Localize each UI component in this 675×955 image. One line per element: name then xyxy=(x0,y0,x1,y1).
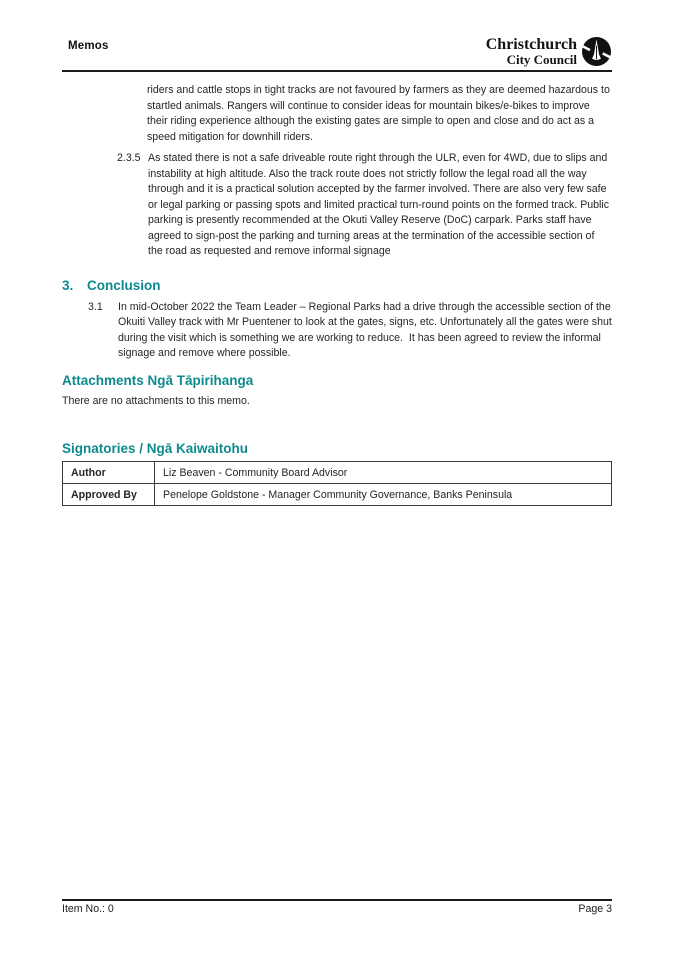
clause-2-3-5 xyxy=(117,151,612,260)
paragraph-continuation: riders and cattle stops in tight tracks are not favoured by farmers as they are deemed hazardous to startled animals. Rangers will continue to consider ideas for mountain bikes/e-bikes to improve their riding experience although the existing gates are simple to open and close and do act as a speed mitigation for downhill riders. xyxy=(147,84,613,143)
table-row xyxy=(63,462,612,484)
section-heading-conclusion xyxy=(62,277,612,294)
attachments-text: There are no attachments to this memo. xyxy=(62,394,250,407)
doc-type-label: Memos xyxy=(68,40,109,52)
council-logo-line1: Christchurch xyxy=(485,35,577,53)
memo-body xyxy=(62,83,615,506)
table-row xyxy=(63,484,612,506)
page-footer xyxy=(62,899,612,915)
clause-number: 2.3.5 xyxy=(117,152,141,164)
council-roundel-icon xyxy=(581,36,612,67)
clause-3-1 xyxy=(88,300,615,362)
signatories-heading: Signatories / Ngā Kaiwaitohu xyxy=(62,441,249,456)
signatory-name-value: Liz Beaven - Community Board Advisor xyxy=(155,462,612,484)
section-number: 3. xyxy=(62,277,74,293)
signatories-table xyxy=(62,461,612,506)
council-logo-text xyxy=(486,37,577,67)
council-logo xyxy=(486,36,612,67)
clause-number: 3.1 xyxy=(88,300,103,313)
footer-page-number: Page 3 xyxy=(578,903,612,915)
signatory-name-value: Penelope Goldstone - Manager Community Governance, Banks Peninsula xyxy=(155,484,612,506)
clause-text: As stated there is not a safe driveable route right through the ULR, even for 4WD, due to slips and instability at high altitude. Also the track route does not strictly follow the legal road all the way through and it is a practical solution accepted by the farmer involved. There are also very few safe or legal parking or passing spots and limited practical turn-round points on the formed track. Public parking is presently recommended at the Okuti Valley Reserve (DoC) carpark. Parks staff have agreed to sign-post the parking and turning areas at the termination of the accessible section of the road as requested and remove informal signage xyxy=(148,152,613,257)
header-rule xyxy=(62,70,612,72)
council-logo-line2: City Council xyxy=(506,52,577,68)
footer-item-number: Item No.: 0 xyxy=(62,903,114,915)
attachments-heading: Attachments Ngā Tāpirihanga xyxy=(62,372,254,388)
section-title: Conclusion xyxy=(87,277,161,293)
clause-text: In mid-October 2022 the Team Leader – Regional Parks had a drive through the accessible section of the Okuiti Valley track with Mr Puentener to look at the gates, signs, etc. Unfortunately all the gates were shut during the visit which is something we are working to reduce. It has been agreed to review the informal signage and remove where possible. xyxy=(118,300,615,359)
signatory-role-label: Author xyxy=(63,462,155,484)
page-header xyxy=(62,0,612,67)
signatory-role-label: Approved By xyxy=(63,484,155,506)
